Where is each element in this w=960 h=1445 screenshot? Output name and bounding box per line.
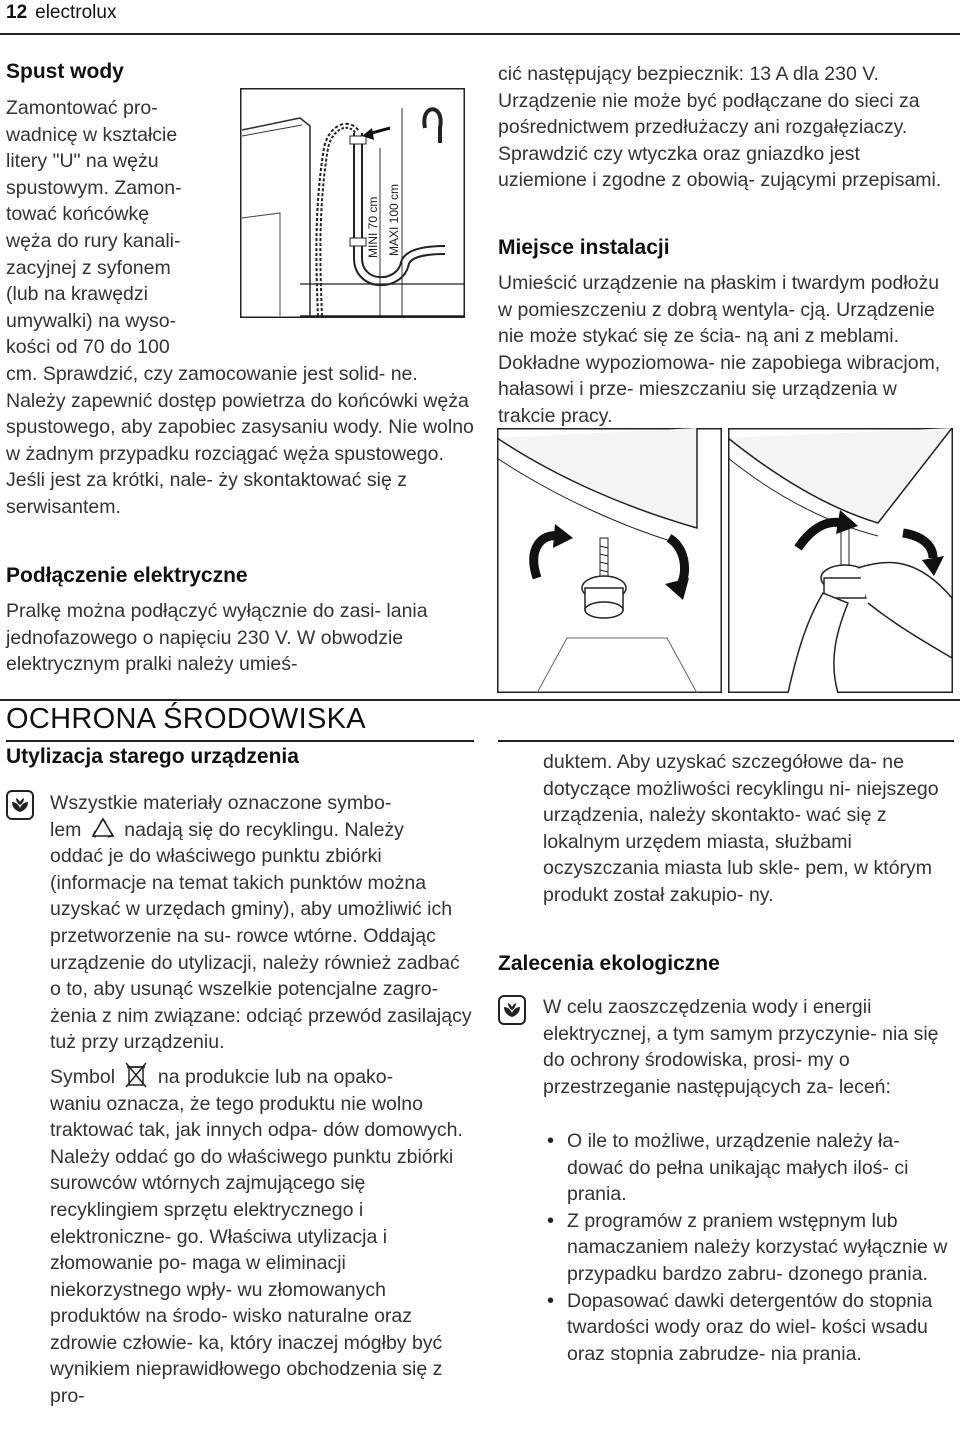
location-body: Umieścić urządzenie na płaskim i twardym podłożu w pomieszczeniu z dobrą wentyla- cją. Urządzenie nie może stykać się ze ścia- ną ani z meblami. Dokładne wypoziomowa- nie zapobiega wibracjom, hałasowi i prze- mieszczaniu się urządzenia w trakcie pracy.: [498, 272, 941, 427]
electric-continued-text: cić następujący bezpiecznik: 13 A dla 230 V. Urządzenie nie może być podłączane do sieci za pośrednictwem przedłużaczy ani rozgałęziaczy. Sprawdzić czy wtyczka oraz gniazdko jest uziemione i zgodne z obowią- zującymi przepisami.: [498, 63, 942, 192]
eco-intro: [543, 994, 955, 1100]
drain-title: Spust wody: [6, 60, 124, 83]
disposal-line-b: [50, 817, 472, 844]
eco-list: [543, 1128, 955, 1367]
eco-leaf-icon: [6, 790, 34, 820]
crossed-bin-icon: [124, 1061, 148, 1089]
section-rule-right: [498, 740, 954, 742]
electric-body: Pralkę można podłączyć wyłącznie do zasi- lania jednofazowego o napięciu 230 V. W obwodzie elektrycznym pralki należy umieś-: [6, 600, 428, 676]
header-rule: [0, 33, 960, 35]
eco-section: [498, 952, 954, 976]
drain-intro-line-0: Zamontować pro-: [6, 97, 158, 119]
foot-adjust-illustration-2: [728, 428, 953, 693]
eco-title: Zalecenia ekologiczne: [498, 952, 720, 975]
electric-title: Podłączenie elektryczne: [6, 564, 248, 587]
brand-name: electrolux: [35, 2, 117, 23]
page-number: 12: [6, 2, 28, 23]
symbol-line: [50, 1061, 472, 1091]
disposal-continued-text: duktem. Aby uzyskać szczegółowe da- ne dotyczące możliwości recyklingu ni- niejszego urządzenia, należy skontakto- wać się z lokalnym urzędem miasta, służbami oczyszczania miasta lub skle- pem, w którym produkt został zakupio- ny.: [543, 751, 939, 906]
eco-item: • O ile to możliwe, urządzenie należy ła- dować do pełna unikając małych iloś- ci prania.: [543, 1128, 955, 1208]
drain-intro-line-6: zacyjnej z syfonem: [6, 256, 171, 279]
disposal-rest: oddać je do właściwego punktu zbiórki (informacje na temat takich punktów można uzyskać w urzędach gminy), aby umożliwić ich przetworzenie na su- rowce wtórne. Oddając urządzenie do utylizacji, należy również zadbać o to, aby usunąć wszelkie potencjalne zagro- żenia z nim związane: odciąć przewód zasilający tuż przy urządzeniu.: [50, 845, 472, 1054]
eco-intro-text: W celu zaoszczędzenia wody i energii elektrycznej, a tym samym przyczynie- nia się do ochrony środowiska, prosi- my o przestrzeganie następujących za- leceń:: [543, 996, 939, 1098]
foot-adjust-illustration-1: [497, 428, 722, 693]
drain-intro-line-2: litery "U" na wężu: [6, 150, 159, 173]
electric-continued: [498, 61, 954, 194]
page-header: [6, 2, 116, 24]
recycling-icon: [91, 817, 115, 839]
eco-item: • Z programów z praniem wstępnym lub namaczaniem należy korzystać wyłącznie w przypadku bardzo zabru- dzonego prania.: [543, 1208, 955, 1288]
symbol-pre: Symbol: [50, 1065, 116, 1088]
drain-intro-line-8: umywalki) na wyso-: [6, 309, 177, 332]
drain-hose-illustration: [240, 88, 465, 318]
disposal-title: Utylizacja starego urządzenia: [6, 745, 299, 768]
symbol-post: na produkcie lub na opako-: [157, 1065, 394, 1088]
symbol-rest: waniu oznacza, że tego produktu nie wolno traktować tak, jak innych odpa- dów domowych. Należy oddać go do właściwego punktu zbiórki surowców wtórnych zajmującego się recyklingiem sprzętu elektrycznego i elektroniczne- go. Właściwa utylizacja i złomowanie po- maga w eliminacji niekorzystnego wpły- wu złomowanych produktów na środo- wisko naturalne oraz zdrowie człowie- ka, który inaczej mógłby być wynikiem nieprawidłowego obchodzenia się z pro-: [50, 1092, 463, 1408]
section-rule-short: [6, 740, 474, 742]
disposal-line-b-post: nadają się do recyklingu. Należy: [124, 818, 404, 841]
location-title: Miejsce instalacji: [498, 236, 670, 259]
drain-intro-line-1: wadnicę w kształcie: [6, 123, 178, 146]
environment-section-title: OCHRONA ŚRODOWISKA: [6, 703, 366, 735]
disposal-line-a: Wszystkie materiały oznaczone symbo-: [50, 792, 392, 814]
section-rule: [0, 699, 960, 701]
electric-section: [6, 564, 474, 678]
drain-intro-line-7: (lub na krawędzi: [6, 283, 148, 306]
drain-intro-line-9: kości od 70 do 100: [6, 336, 170, 359]
label-mini: MINI 70 cm: [366, 196, 380, 258]
disposal-section: [6, 745, 474, 769]
drain-intro-line-5: węża do rury kanali-: [6, 229, 181, 252]
eco-leaf-icon-2: [498, 995, 526, 1025]
drain-body: [6, 361, 474, 521]
drain-section: [6, 60, 474, 84]
eco-item: • Dopasować dawki detergentów do stopnia twardości wody oraz do wiel- kości wsadu oraz stopnia zabrudze- nia prania.: [543, 1288, 955, 1368]
drain-intro-line-3: spustowym. Zamon-: [6, 176, 182, 199]
drain-body-text: cm. Sprawdzić, czy zamocowanie jest solid- ne. Należy zapewnić dostęp powietrza do końcówki węża spustowego, aby zapobiec zasysaniu wody. Nie wolno w żadnym przypadku rozciągać węża spustowego. Jeśli jest za krótki, nale- ży skontaktować się z serwisantem.: [6, 363, 474, 518]
disposal-text: [50, 790, 472, 1410]
disposal-line-b-pre: lem: [50, 818, 82, 841]
drain-intro-line-4: tować końcówkę: [6, 203, 150, 226]
location-section: [498, 236, 954, 430]
label-maxi: MAXI 100 cm: [387, 183, 401, 256]
disposal-continued: [543, 749, 955, 909]
drain-intro: [6, 95, 236, 361]
